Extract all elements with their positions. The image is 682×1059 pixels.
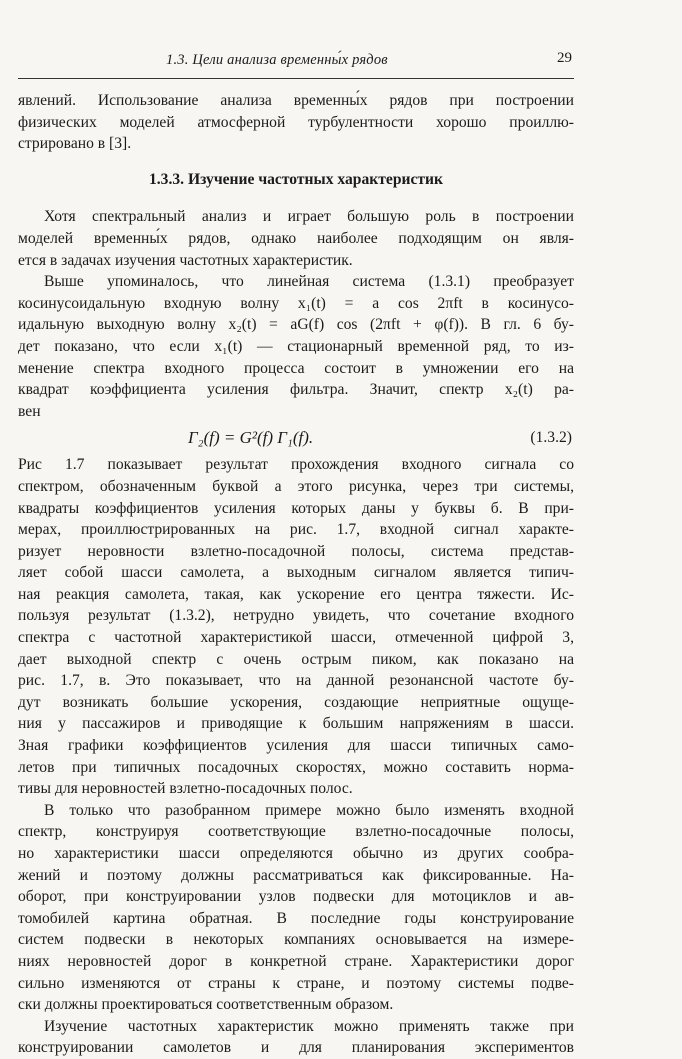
text-line: томобилей картина обратная. В последние годы конструирование [18,909,574,927]
text-line: менение спектра входного процесса состоит в умножении его на [18,359,574,377]
text-line: Хотя спектральный анализ и играет большую роль в построении [44,208,574,226]
text-line: косинусоидальную входную волну x₁(t) = a cos 2πft в косинусо- [18,294,574,312]
text-line: жений и поэтому должны рассматриваться как фиксированные. На- [18,866,574,884]
text-line: тивы для неровностей взлетно-посадочных полос. [18,780,353,798]
text-line: Рис 1.7 показывает результат прохождения входного сигнала со [18,456,574,474]
text-line: дут возникать большие ускорения, создающие неприятные ощуще- [18,693,574,711]
text-line: ски должны проектироваться соответственным образом. [18,996,394,1014]
text-line: спектром, обозначенным буквой а этого рисунка, через три системы, [18,477,574,495]
equation [18,422,574,454]
equation-number: (1.3.2) [530,429,572,447]
text-line: сильно изменяются от страны к стране, и поэтому системы подве- [18,974,574,992]
text-line: спектра с частотной характеристикой шасси, отмеченной цифрой 3, [18,629,574,647]
text-line: ниях неровностей дорог в конкретной стране. Характеристики дорог [18,952,574,970]
page-number: 29 [557,50,572,66]
text-line: но характеристики шасси определяются обычно из других сообра- [18,845,574,862]
text-line: явлений. Использование анализа временны́х рядов при построении [18,92,574,109]
text-line: моделей временны́х рядов, однако наиболее подходящим он явля- [18,229,574,247]
text-line: рис. 1.7, в. Это показывает, что на данной резонансной частоте бу- [18,672,574,690]
text-line: ется в задачах изучения частотных характеристик. [18,251,353,269]
page-header [18,48,574,79]
text-line: ризует неровности взлетно-посадочной полосы, система представ- [18,542,574,560]
running-title: 1.3. Цели анализа временны́х рядов [166,52,388,68]
text-line: физических моделей атмосферной турбулентности хорошо проиллю- [18,113,574,131]
text-line: дает выходной спектр с очень острым пиком, как показано на [18,650,574,668]
text-line: ния у пассажиров и приводящие к большим напряжениям в шасси. [18,715,574,733]
text-line: ная реакция самолета, такая, как ускорение его центра тяжести. Ис- [18,585,574,603]
text-line: летов при типичных посадочных скоростях, можно составить норма- [18,758,574,776]
text-line: дет показано, что если x₁(t) — стационарный временной ряд, то из- [18,337,574,355]
text-line: пользуя результат (1.3.2), нетрудно увидеть, что сочетание входного [18,607,574,625]
text-line: стрировано в [3]. [18,135,132,153]
text-line: ляет собой шасси самолета, а выходным сигналом является типич- [18,564,574,582]
text-line: спектр, конструируя соответствующие взлетно-посадочные полосы, [18,823,574,841]
text-line: идальную выходную волну x₂(t) = aG(f) cos (2πft + φ(f)). В гл. 6 бу- [18,316,574,334]
text-line: Изучение частотных характеристик можно применять также при [44,1017,574,1035]
text-line: мерах, проиллюстрированных на рис. 1.7, входной сигнал характе- [18,521,574,539]
page-body [18,90,574,1059]
text-line: Выше упоминалось, что линейная система (1.3.1) преобразует [44,273,574,291]
text-line: Зная графики коэффициентов усиления для шасси типичных само- [18,737,574,755]
text-line: квадраты коэффициентов усиления которых даны у буквы б. В при- [18,499,574,517]
text-line: вен [18,402,41,420]
text-line: оборот, при конструировании узлов подвески для мотоциклов и ав- [18,888,574,906]
text-line: систем подвески в некоторых компаниях основывается на измере- [18,931,574,949]
text-line: конструировании самолетов и для планирования экспериментов [18,1039,574,1057]
text-line: квадрат коэффициента усиления фильтра. Значит, спектр x₂(t) ра- [18,381,574,399]
text-line: В только что разобранном примере можно было изменять входной [44,801,574,819]
equation-formula: Γ₂(f) = G²(f) Γ₁(f). [188,428,314,448]
section-title: 1.3.3. Изучение частотных характеристик [148,170,444,188]
